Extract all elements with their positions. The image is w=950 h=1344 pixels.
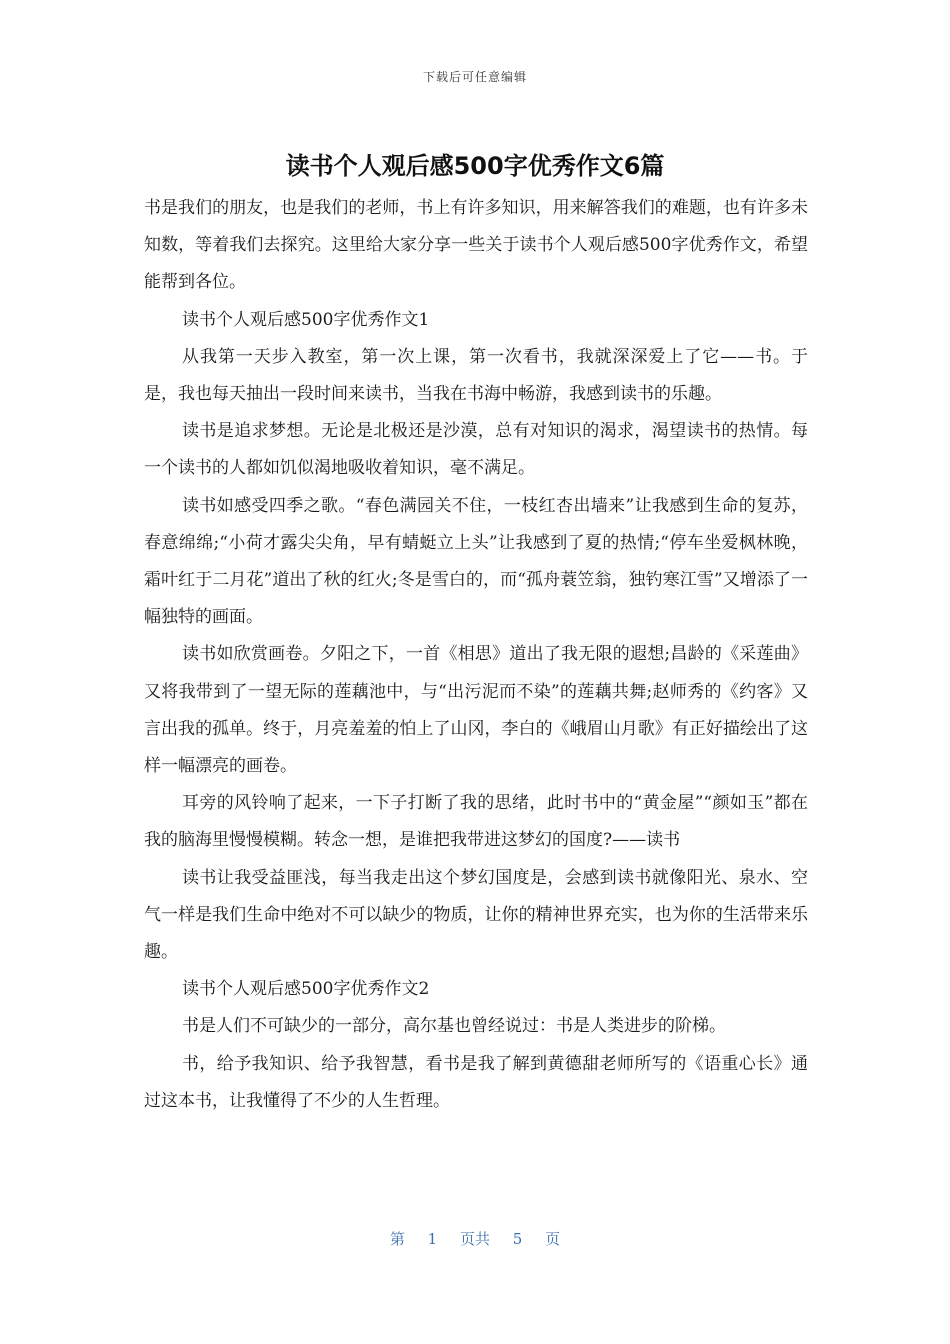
section-heading-2: 读书个人观后感500字优秀作文2 [182, 979, 430, 1000]
footer-middle: 页共 [459, 1230, 490, 1248]
header-note: 下载后可任意编辑 [422, 70, 527, 84]
body-paragraph: 耳旁的风铃响了起来，一下子打断了我的思绪，此时书中的“黄金屋”“颜如玉”都在我的脑海里慢慢模糊。转念一想，是谁把我带进这梦幻的国度?——读书 [144, 793, 808, 851]
body-paragraph: 读书是追求梦想。无论是北极还是沙漠，总有对知识的渴求，渴望读书的热情。每一个读书的人都如饥似渴地吸收着知识，毫不满足。 [144, 421, 808, 479]
footer-prefix: 第 [389, 1230, 405, 1248]
body-paragraph: 书，给予我知识、给予我智慧，看书是我了解到黄德甜老师所写的《语重心长》通过这本书，让我懂得了不少的人生哲理。 [144, 1053, 808, 1111]
body-paragraph: 读书让我受益匪浅，每当我走出这个梦幻国度是，会感到读书就像阳光、泉水、空气一样是我们生命中绝对不可以缺少的物质，让你的精神世界充实，也为你的生活带来乐趣。 [144, 867, 808, 963]
intro-paragraph: 书是我们的朋友，也是我们的老师，书上有许多知识，用来解答我们的难题，也有许多未知数，等着我们去探究。这里给大家分享一些关于读书个人观后感500字优秀作文，希望能帮到各位。 [144, 198, 808, 293]
page-footer [0, 1228, 950, 1249]
document-body [144, 190, 808, 1120]
body-paragraph: 读书如感受四季之歌。“春色满园关不住，一枝红杏出墙来”让我感到生命的复苏，春意绵绵;“小荷才露尖尖角，早有蜻蜓立上头”让我感到了夏的热情;“停车坐爱枫林晚，霜叶红于二月花”道出了秋的红火;冬是雪白的，而“孤舟蓑笠翁，独钓寒江雪”又增添了一幅独特的画面。 [144, 495, 808, 628]
document-title: 读书个人观后感500字优秀作文6篇 [285, 152, 665, 180]
body-paragraph: 书是人们不可缺少的一部分，高尔基也曾经说过：书是人类进步的阶梯。 [182, 1016, 726, 1037]
footer-total-pages: 5 [512, 1230, 523, 1248]
section-heading-1: 读书个人观后感500字优秀作文1 [182, 309, 430, 330]
body-paragraph: 读书如欣赏画卷。夕阳之下，一首《相思》道出了我无限的遐想;昌龄的《采莲曲》又将我带到了一望无际的莲藕池中，与“出污泥而不染”的莲藕共舞;赵师秀的《约客》又言出我的孤单。终于，月亮羞羞的怕上了山冈，李白的《峨眉山月歌》有正好描绘出了这样一幅漂亮的画卷。 [144, 644, 808, 777]
body-paragraph: 从我第一天步入教室，第一次上课，第一次看书，我就深深爱上了它——书。于是，我也每天抽出一段时间来读书，当我在书海中畅游，我感到读书的乐趣。 [144, 346, 808, 405]
footer-suffix: 页 [545, 1230, 561, 1248]
footer-page-number: 1 [427, 1230, 438, 1248]
